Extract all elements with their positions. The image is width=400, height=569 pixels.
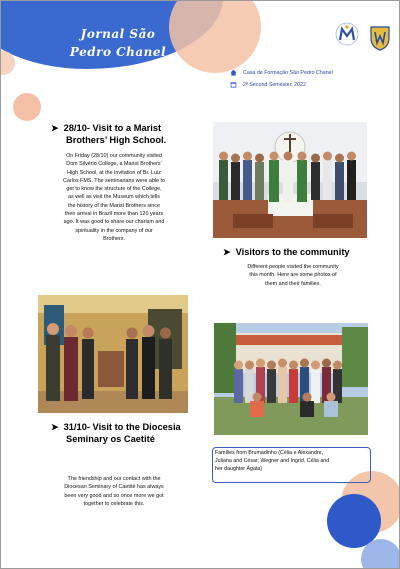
- article-2-heading: ➤ Visitors to the community: [223, 247, 350, 257]
- location-text: Casa de Formação São Pedro Chanel: [243, 69, 333, 76]
- period-text: 2ª Second Semester, 2022: [243, 81, 306, 88]
- decor-peach-dot: [13, 93, 41, 121]
- arrow-bullet-icon: ➤: [51, 422, 59, 432]
- period-line: [230, 81, 306, 88]
- location-line: [230, 69, 333, 76]
- arrow-bullet-icon: ➤: [223, 247, 231, 257]
- arrow-bullet-icon: ➤: [51, 123, 59, 133]
- chapel-group-photo: [213, 122, 367, 238]
- families-caption: Families from Brumadinho (Célia e Alexandre, Juliana and César, Wegner and Ingrid, Célia and her daughter Ágata): [212, 447, 371, 483]
- article-3-body: The friendship and our contact with the Diocesan Seminary of Caetité has always been very good and so once more we got together to celebrate this.: [64, 476, 164, 507]
- newsletter-title: Jornal São Pedro Chanel: [69, 27, 167, 59]
- home-icon: [230, 69, 237, 76]
- shield-logo: [369, 25, 391, 51]
- decor-light-blue-circle: [361, 539, 400, 569]
- calendar-icon: [230, 81, 237, 88]
- article-3-heading: ➤ 31/10- Visit to the Diocesia Seminary os Caetité: [51, 422, 181, 444]
- article-2-body: Different people visited the community this month. Here are some photos of them and their families.: [247, 264, 339, 287]
- article-1-body: On Friday (28/10) our community visited Dom Silvério College, a Marist Brothers’ High School, at the invitation of Br. Luiz Carlos FMS. The seminarians were able to get to know the structure of the College, as well as visit the Museum which tells the history of the Marist Brothers since their arrival in Brazil more than 120 years ago. It was good to share our charism and spirituality in the company of our Brothers.: [62, 153, 166, 242]
- museum-group-photo: [38, 295, 188, 413]
- marist-logo: [335, 21, 359, 49]
- article-1-heading: ➤ 28/10- Visit to a Marist Brothers’ High School.: [51, 123, 167, 145]
- families-group-photo: [214, 323, 368, 435]
